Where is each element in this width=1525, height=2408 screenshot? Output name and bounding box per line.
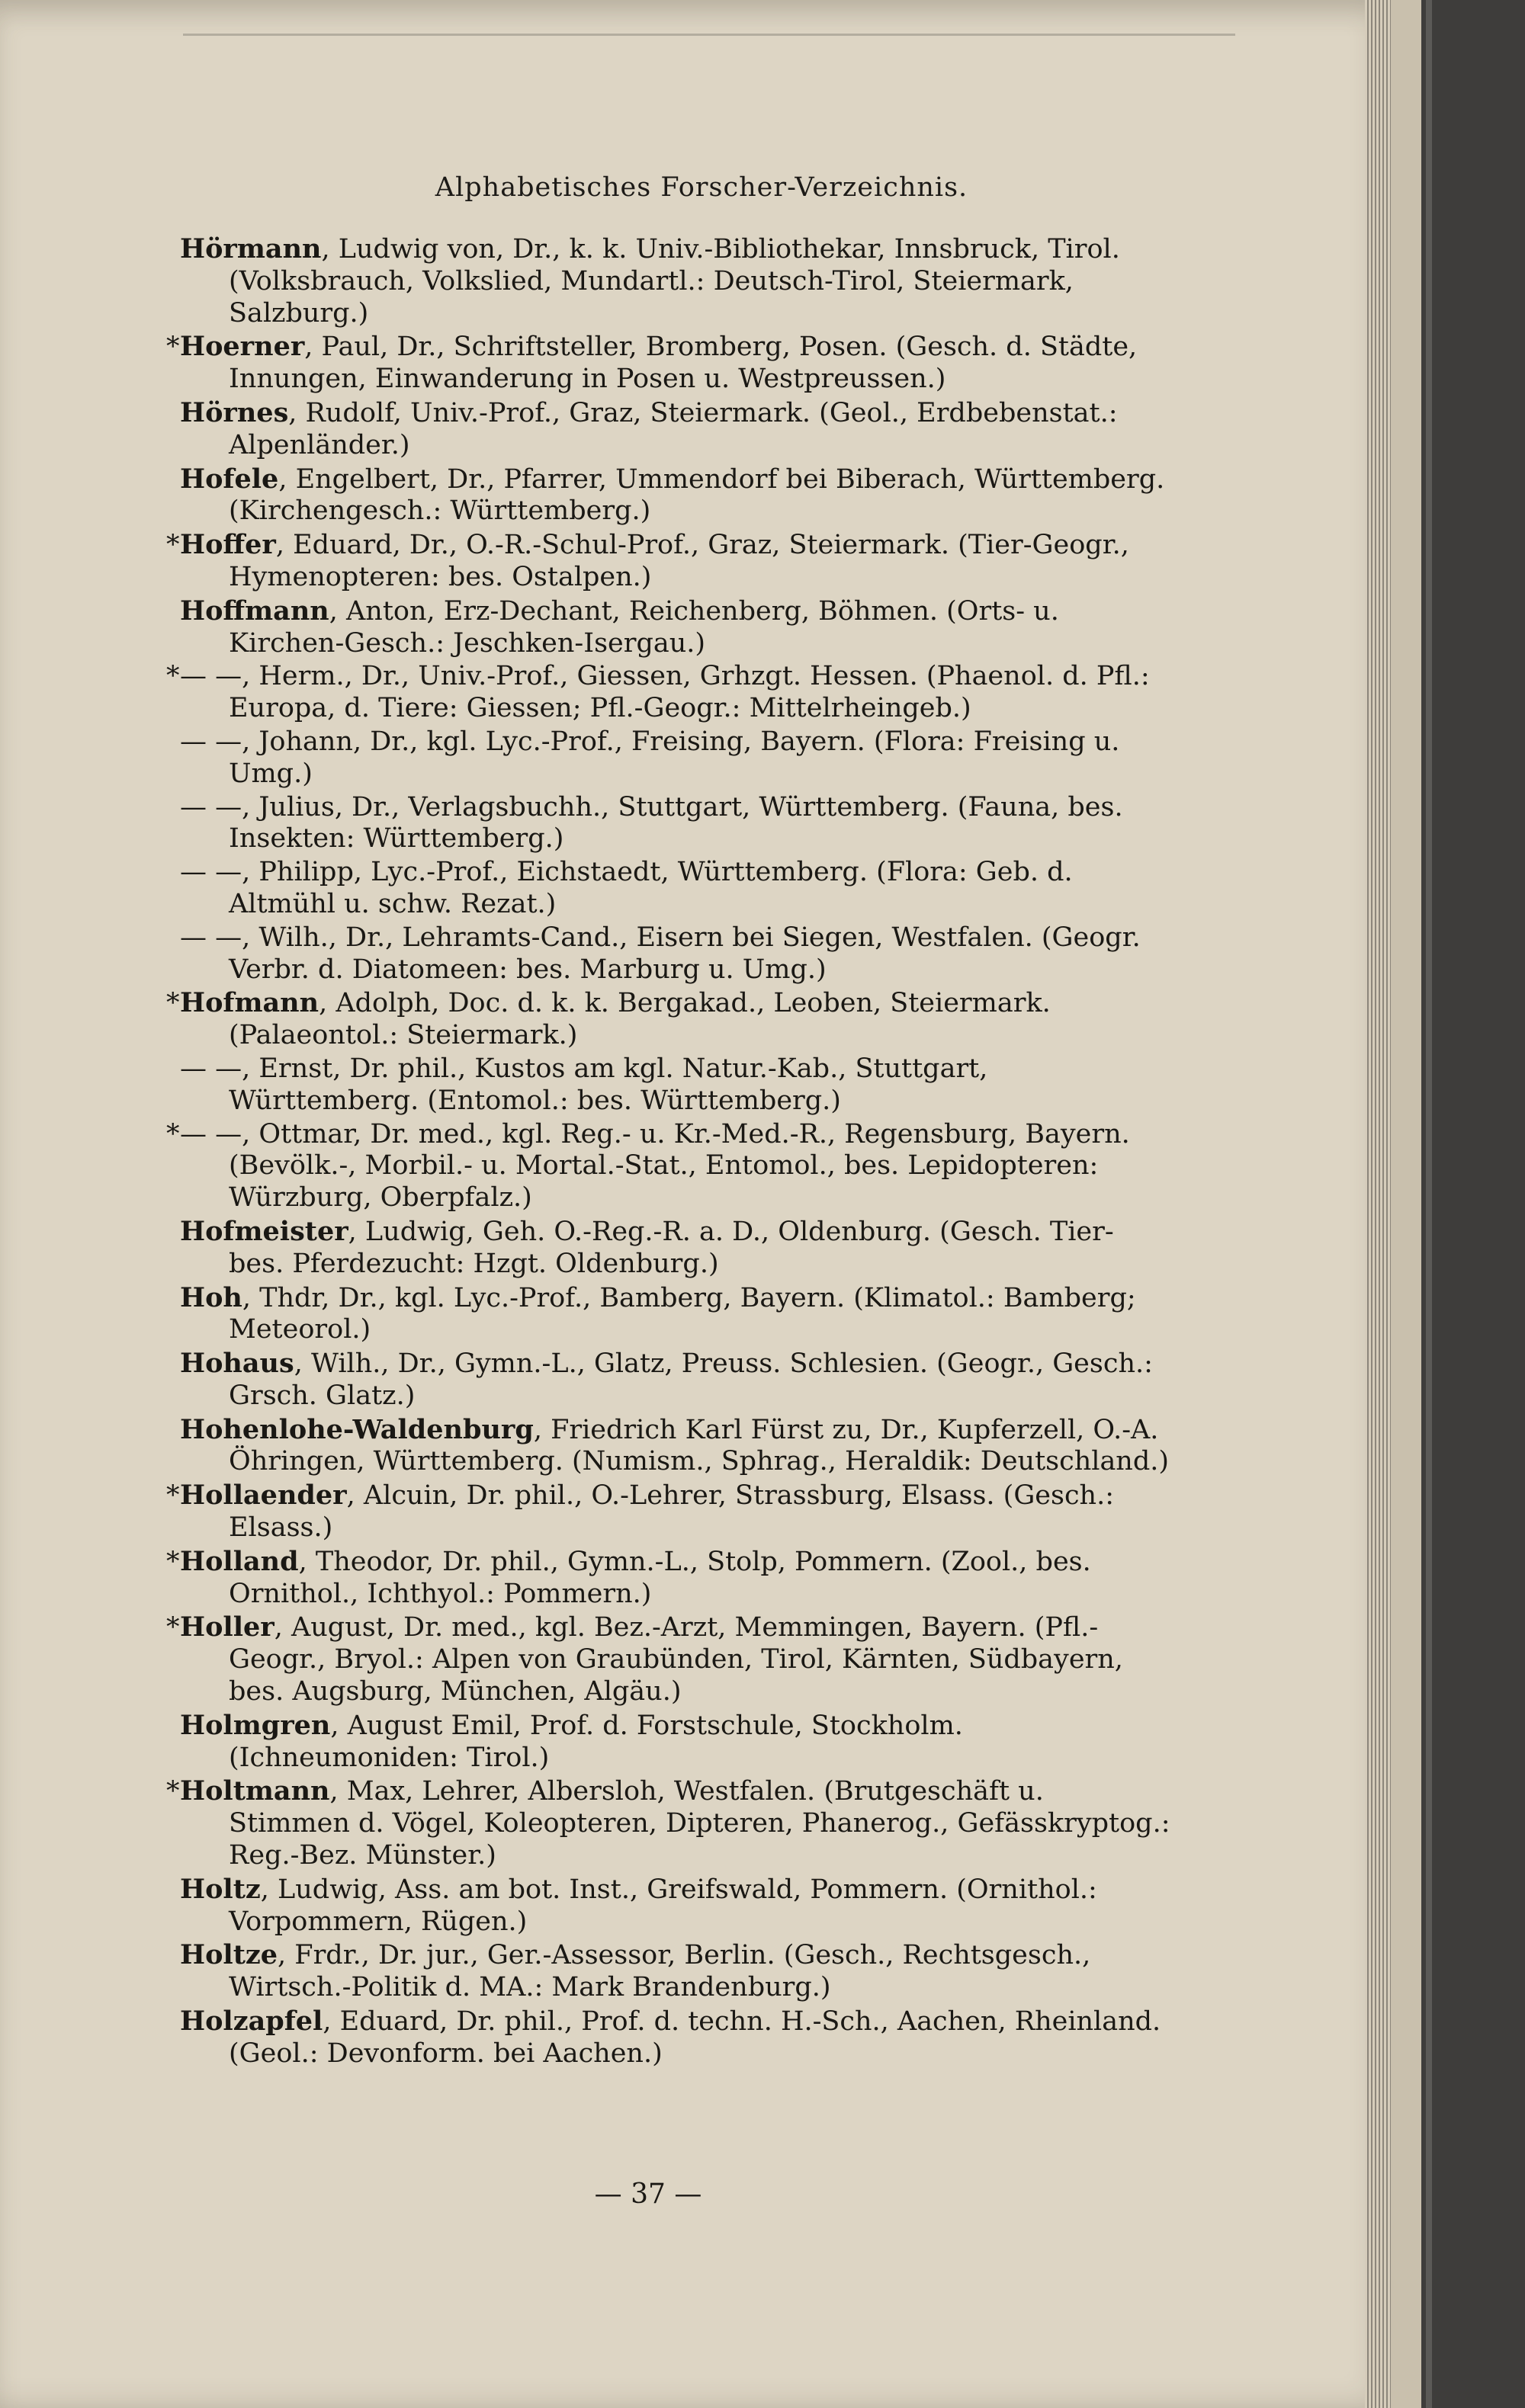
directory-entry: [166, 1611, 1173, 1707]
book-cover-edge: [1421, 0, 1525, 2408]
page-number: — 37 —: [594, 2179, 702, 2210]
entry-surname: Hoerner: [180, 331, 305, 363]
directory-entry: [166, 1414, 1173, 1479]
entry-surname: Hohenlohe-Waldenburg: [180, 1413, 534, 1445]
entry-surname: Hörmann: [180, 233, 322, 265]
directory-entry: [166, 726, 1173, 790]
entry-surname: Holtze: [180, 1939, 278, 1971]
entry-surname: Hohaus: [180, 1348, 294, 1380]
directory-entry: [166, 857, 1173, 921]
entry-marker: *: [166, 661, 180, 692]
entry-surname: Hofmeister: [180, 1215, 348, 1247]
entry-details: — —, Julius, Dr., Verlagsbuchh., Stuttgart, Württemberg. (Fauna, bes. Insekten: Württemberg.): [180, 791, 1123, 855]
directory-entry: [166, 1053, 1173, 1117]
entry-marker: *: [166, 530, 180, 561]
entry-details: , Eduard, Dr., O.-R.-Schul-Prof., Graz, Steiermark. (Tier-Geogr., Hymenopteren: bes. Ostalpen.): [229, 530, 1129, 592]
entry-surname: Holtz: [180, 1873, 261, 1905]
entry-details: — —, Ottmar, Dr. med., kgl. Reg.- u. Kr.-Med.-R., Regensburg, Bayern. (Bevölk.-, Morbil.- u. Mortal.-Stat., Entomol., bes. Lepidopteren: Würzburg, Oberpfalz.): [180, 1118, 1130, 1214]
directory-entry: [166, 1874, 1173, 1938]
page-fore-edge: [1391, 0, 1421, 2408]
directory-entry: [166, 529, 1173, 594]
page-stack-edge: [1365, 0, 1391, 2408]
entry-details: , Ludwig von, Dr., k. k. Univ.-Bibliothekar, Innsbruck, Tirol. (Volksbrauch, Volkslied, Mundartl.: Deutsch-Tirol, Steiermark, Salzburg.): [229, 234, 1120, 329]
directory-entry: [166, 987, 1173, 1052]
directory-entry: [166, 1710, 1173, 1775]
entry-surname: Hoffer: [180, 529, 276, 561]
directory-entry: [166, 2006, 1173, 2070]
entry-details: — —, Ernst, Dr. phil., Kustos am kgl. Natur.-Kab., Stuttgart, Württemberg. (Entomol.: bes. Württemberg.): [180, 1053, 988, 1116]
entry-details: , August Emil, Prof. d. Forstschule, Stockholm. (Ichneumoniden: Tirol.): [229, 1710, 963, 1773]
entry-details: , Thdr, Dr., kgl. Lyc.-Prof., Bamberg, Bayern. (Klimatol.: Bamberg; Meteorol.): [229, 1282, 1136, 1345]
directory-entry: [166, 1546, 1173, 1611]
directory-entry: [166, 922, 1173, 986]
entry-surname: Holland: [180, 1545, 299, 1577]
directory-entries: [166, 233, 1173, 2072]
entry-details: , Adolph, Doc. d. k. k. Bergakad., Leoben, Steiermark. (Palaeontol.: Steiermark.): [229, 988, 1051, 1051]
entry-surname: Hoh: [180, 1281, 242, 1313]
entry-details: , Theodor, Dr. phil., Gymn.-L., Stolp, Pommern. (Zool., bes. Ornithol., Ichthyol.: Pommern.): [229, 1546, 1091, 1609]
directory-entry: [166, 397, 1173, 462]
entry-details: , Max, Lehrer, Albersloh, Westfalen. (Brutgeschäft u. Stimmen d. Vögel, Koleopteren, Dipteren, Phanerog., Gefässkryptog.: Reg.-Bez. Münster.): [229, 1776, 1170, 1871]
directory-entry: [166, 331, 1173, 396]
entry-details: , Alcuin, Dr. phil., O.-Lehrer, Strassburg, Elsass. (Gesch.: Elsass.): [229, 1480, 1115, 1544]
entry-marker: *: [166, 1480, 180, 1512]
entry-details: , Friedrich Karl Fürst zu, Dr., Kupferzell, O.-A. Öhringen, Württemberg. (Numism., Sphrag., Heraldik: Deutschland.): [229, 1414, 1170, 1477]
entry-surname: Holtmann: [180, 1775, 330, 1807]
directory-entry: [166, 1119, 1173, 1214]
entry-details: , Wilh., Dr., Gymn.-L., Glatz, Preuss. Schlesien. (Geogr., Gesch.: Grsch. Glatz.): [229, 1348, 1153, 1411]
directory-entry: [166, 1775, 1173, 1871]
entry-marker: *: [166, 1776, 180, 1807]
directory-entry: [166, 792, 1173, 856]
entry-details: — —, Wilh., Dr., Lehramts-Cand., Eisern bei Siegen, Westfalen. (Geogr. Verbr. d. Diatomeen: bes. Marburg u. Umg.): [180, 922, 1141, 985]
entry-details: , Paul, Dr., Schriftsteller, Bromberg, Posen. (Gesch. d. Städte, Innungen, Einwanderung in Posen u. Westpreussen.): [229, 332, 1138, 395]
entry-marker: *: [166, 1546, 180, 1577]
entry-details: , Rudolf, Univ.-Prof., Graz, Steiermark. (Geol., Erdbebenstat.: Alpenländer.): [229, 397, 1118, 460]
entry-details: , Engelbert, Dr., Pfarrer, Ummendorf bei Biberach, Württemberg. (Kirchengesch.: Württemberg.): [229, 463, 1165, 527]
entry-surname: Holzapfel: [180, 2006, 323, 2038]
directory-entry: [166, 595, 1173, 660]
entry-details: , Ludwig, Ass. am bot. Inst., Greifswald, Pommern. (Ornithol.: Vorpommern, Rügen.): [229, 1874, 1097, 1937]
entry-surname: Hoffmann: [180, 595, 329, 627]
entry-details: , August, Dr. med., kgl. Bez.-Arzt, Memmingen, Bayern. (Pfl.-Geogr., Bryol.: Alpen von Graubünden, Tirol, Kärnten, Südbayern, bes. Augsburg, München, Algäu.): [229, 1612, 1123, 1707]
entry-details: — —, Philipp, Lyc.-Prof., Eichstaedt, Württemberg. (Flora: Geb. d. Altmühl u. schw. Rezat.): [180, 857, 1073, 919]
entry-details: , Eduard, Dr. phil., Prof. d. techn. H.-Sch., Aachen, Rheinland. (Geol.: Devonform. bei Aachen.): [229, 2006, 1161, 2069]
entry-details: — —, Herm., Dr., Univ.-Prof., Giessen, Grhzgt. Hessen. (Phaenol. d. Pfl.: Europa, d. Tiere: Giessen; Pfl.-Geogr.: Mittelrheingeb.): [180, 661, 1150, 724]
directory-entry: [166, 1216, 1173, 1281]
running-head: Alphabetisches Forscher-Verzeichnis.: [435, 172, 968, 203]
directory-entry: [166, 1480, 1173, 1544]
entry-details: , Ludwig, Geh. O.-Reg.-R. a. D., Oldenburg. (Gesch. Tier- bes. Pferdezucht: Hzgt. Oldenburg.): [229, 1216, 1114, 1279]
entry-marker: *: [166, 1118, 180, 1149]
entry-surname: Holmgren: [180, 1709, 331, 1741]
directory-entry: [166, 661, 1173, 725]
directory-entry: [166, 1939, 1173, 2004]
entry-marker: *: [166, 332, 180, 363]
directory-entry: [166, 233, 1173, 329]
entry-marker: *: [166, 1612, 180, 1643]
cover-highlight: [1426, 0, 1432, 2408]
entry-details: , Anton, Erz-Dechant, Reichenberg, Böhmen. (Orts- u. Kirchen-Gesch.: Jeschken-Isergau.): [229, 595, 1059, 659]
directory-entry: [166, 463, 1173, 528]
entry-details: — —, Johann, Dr., kgl. Lyc.-Prof., Freising, Bayern. (Flora: Freising u. Umg.): [180, 726, 1120, 789]
directory-entry: [166, 1282, 1173, 1347]
entry-surname: Hollaender: [180, 1480, 347, 1512]
entry-surname: Hofele: [180, 463, 279, 495]
page-top-shadow-line: [183, 34, 1235, 36]
entry-surname: Hörnes: [180, 396, 289, 428]
entry-details: , Frdr., Dr. jur., Ger.-Assessor, Berlin. (Gesch., Rechtsgesch., Wirtsch.-Politik d. MA.: Mark Brandenburg.): [229, 1940, 1091, 2003]
entry-surname: Hofmann: [180, 987, 319, 1019]
entry-surname: Holler: [180, 1611, 274, 1643]
entry-marker: *: [166, 988, 180, 1019]
directory-entry: [166, 1348, 1173, 1412]
